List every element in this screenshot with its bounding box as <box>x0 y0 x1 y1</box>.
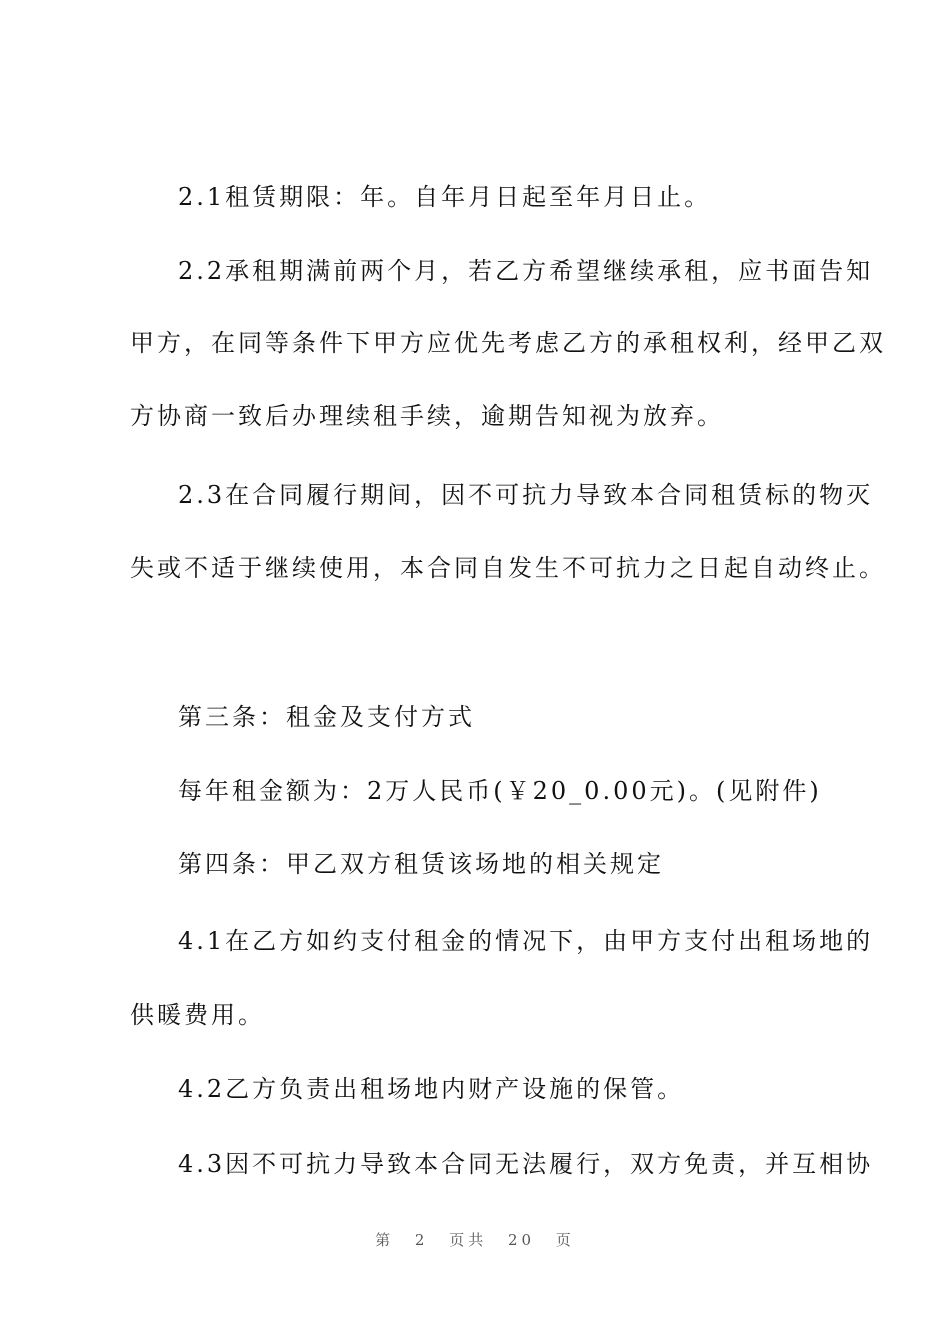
clause-4-3-line-1: 4.3因不可抗力导致本合同无法履行，双方免责，并互相协 <box>178 1150 874 1178</box>
clause-4-1-line-2: 供暖费用。 <box>130 1001 265 1029</box>
clause-2-1: 2.1租赁期限：年。自年月日起至年月日止。 <box>178 183 712 211</box>
footer-prefix: 第 <box>375 1231 395 1249</box>
article-3-heading: 第三条：租金及支付方式 <box>178 703 475 731</box>
clause-4-1-line-1: 4.1在乙方如约支付租金的情况下，由甲方支付出租场地的 <box>178 927 874 955</box>
article-4-heading: 第四条：甲乙双方租赁该场地的相关规定 <box>178 850 664 878</box>
clause-2-3-line-2: 失或不适于继续使用，本合同自发生不可抗力之日起自动终止。 <box>130 554 886 582</box>
clause-4-2: 4.2乙方负责出租场地内财产设施的保管。 <box>178 1075 685 1103</box>
page-footer <box>0 1229 950 1250</box>
clause-2-2-line-2: 甲方，在同等条件下甲方应优先考虑乙方的承租权利，经甲乙双 <box>130 329 886 357</box>
clause-2-2-line-1: 2.2承租期满前两个月，若乙方希望继续承租，应书面告知 <box>178 257 874 285</box>
annual-rent: 每年租金额为：2万人民币(￥20_0.00元)。(见附件) <box>178 777 822 805</box>
clause-2-3-line-1: 2.3在合同履行期间，因不可抗力导致本合同租赁标的物灭 <box>178 481 874 509</box>
footer-current-page: 2 <box>414 1231 429 1249</box>
footer-middle: 页共 <box>449 1231 488 1249</box>
clause-2-2-line-3: 方协商一致后办理续租手续，逾期告知视为放弃。 <box>130 402 724 430</box>
footer-total-pages: 20 <box>508 1231 536 1249</box>
footer-suffix: 页 <box>555 1231 575 1249</box>
